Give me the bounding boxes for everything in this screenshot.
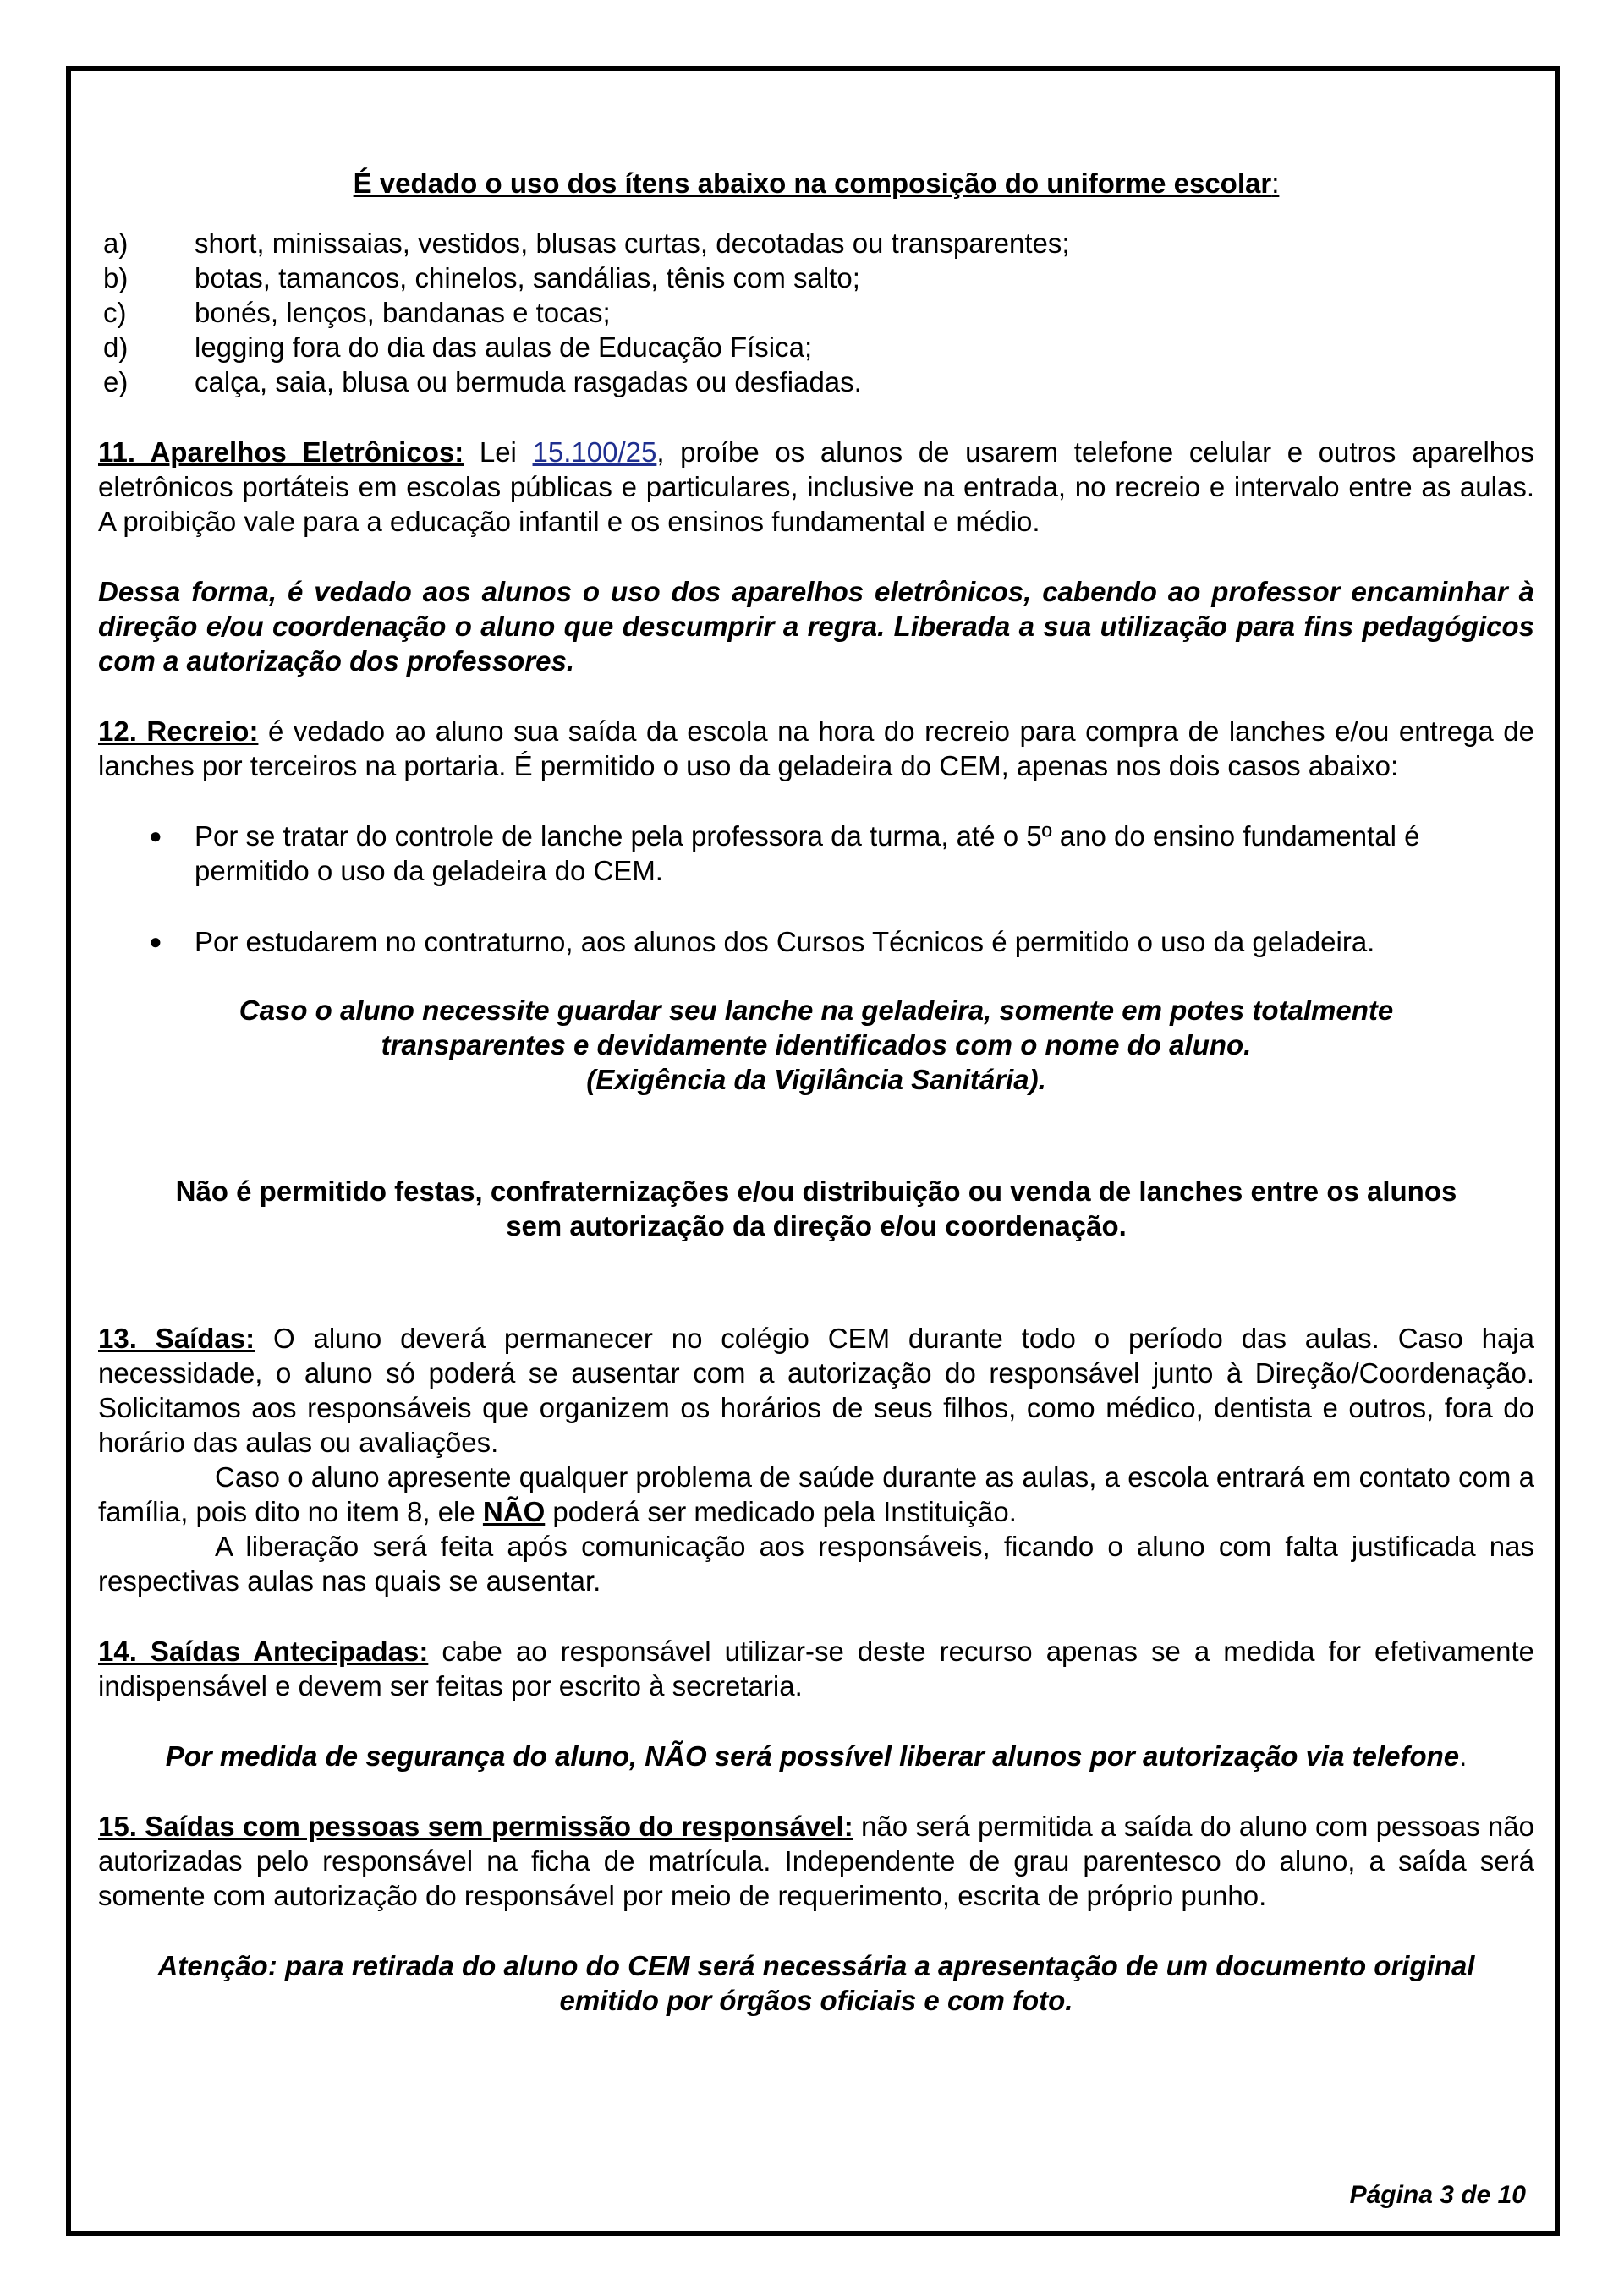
- phone-release-note: Por medida de segurança do aluno, NÃO será possível liberar alunos por autorização via telefone.: [165, 1740, 1468, 1772]
- list-item: ● Por estudarem no contraturno, aos alunos dos Cursos Técnicos é permitido o uso da geladeira.: [98, 924, 1534, 959]
- section-14-paragraph: 14. Saídas Antecipadas: cabe ao responsável utilizar-se deste recurso apenas se a medida for efetivamente indispensável e devem ser feitas por escrito à secretaria.: [98, 1636, 1534, 1701]
- prohibited-items-list: [98, 226, 1534, 399]
- section-13-paragraph: 13. Saídas: O aluno deverá permanecer no colégio CEM durante todo o período das aulas. Caso haja necessidade, o aluno só poderá se ausentar com a autorização do responsável junto à Direção/Coordenação. Solicitamos aos responsáveis que organizem os horários de seus filhos, como médico, dentista e outros, fora do horário das aulas ou avaliações.: [98, 1323, 1534, 1458]
- section-11-note: Dessa forma, é vedado aos alunos o uso dos aparelhos eletrônicos, cabendo ao professor encaminhar à direção e/ou coordenação o aluno que descumprir a regra. Liberada a sua utilização para fins pedagógicos com a autorização dos professores.: [98, 576, 1534, 677]
- list-item: c) bonés, lenços, bandanas e tocas;: [103, 297, 611, 328]
- section-12-title: 12. Recreio:: [98, 715, 259, 747]
- section-13-health-paragraph: Caso o aluno apresente qualquer problema de saúde durante as aulas, a escola entrará em contato com a família, pois dito no item 8, ele NÃO poderá ser medicado pela Instituição.: [98, 1461, 1534, 1527]
- list-item: ● Por se tratar do controle de lanche pela professora da turma, até o 5º ano do ensino fundamental é permitido o uso da geladeira do CEM.: [98, 819, 1534, 888]
- section-11-title: 11. Aparelhos Eletrônicos:: [98, 436, 464, 468]
- section-15-paragraph: 15. Saídas com pessoas sem permissão do responsável: não será permitida a saída do aluno com pessoas não autorizadas pelo responsável na ficha de matrícula. Independente de grau parentesco do aluno, a saída será somente com autorização do responsável por meio de requerimento, escrita de próprio punho.: [98, 1811, 1534, 1911]
- page-number: Página 3 de 10: [1349, 2181, 1526, 2209]
- section-11-paragraph: 11. Aparelhos Eletrônicos: Lei 15.100/25, proíbe os alunos de usarem telefone celular e outros aparelhos eletrônicos portáteis em escolas públicas e particulares, inclusive na entrada, no recreio e intervalo entre as aulas. A proibição vale para a educação infantil e os ensinos fundamental e médio.: [98, 436, 1535, 537]
- section-13-release-paragraph: A liberação será feita após comunicação aos responsáveis, ficando o aluno com falta justificada nas respectivas aulas nas quais se ausentar.: [98, 1531, 1534, 1597]
- section-15-title: 15. Saídas com pessoas sem permissão do responsável:: [98, 1811, 853, 1842]
- section-13-title: 13. Saídas:: [98, 1323, 255, 1354]
- list-item: b) botas, tamancos, chinelos, sandálias, tênis com salto;: [103, 262, 860, 293]
- list-item: e) calça, saia, blusa ou bermuda rasgadas ou desfiadas.: [103, 366, 862, 397]
- section-12-paragraph: 12. Recreio: é vedado ao aluno sua saída da escola na hora do recreio para compra de lanches e/ou entrega de lanches por terceiros na portaria. É permitido o uso da geladeira do CEM, apenas nos dois casos abaixo:: [98, 715, 1534, 781]
- document-body: [98, 166, 1534, 2018]
- law-link[interactable]: 15.100/25: [532, 436, 657, 468]
- uniform-heading: É vedado o uso dos ítens abaixo na composição do uniforme escolar:: [353, 167, 1280, 199]
- section-14-title: 14. Saídas Antecipadas:: [98, 1636, 429, 1667]
- list-item: a) short, minissaias, vestidos, blusas curtas, decotadas ou transparentes;: [103, 227, 1070, 259]
- fridge-note: Caso o aluno necessite guardar seu lanche na geladeira, somente em potes totalmente transparentes e devidamente identificados com o nome do aluno. (Exigência da Vigilância Sanitária).: [239, 995, 1394, 1095]
- parties-warning: Não é permitido festas, confraternizações e/ou distribuição ou venda de lanches entre os alunos sem autorização da direção e/ou coordenação.: [175, 1175, 1457, 1241]
- list-item: d) legging fora do dia das aulas de Educação Física;: [103, 332, 813, 363]
- bullet-icon: ●: [149, 823, 162, 848]
- bullet-icon: ●: [149, 929, 162, 954]
- section-12-bullets: [98, 819, 1534, 959]
- document-requirement-note: Atenção: para retirada do aluno do CEM será necessária a apresentação de um documento original emitido por órgãos oficiais e com foto.: [157, 1950, 1475, 2016]
